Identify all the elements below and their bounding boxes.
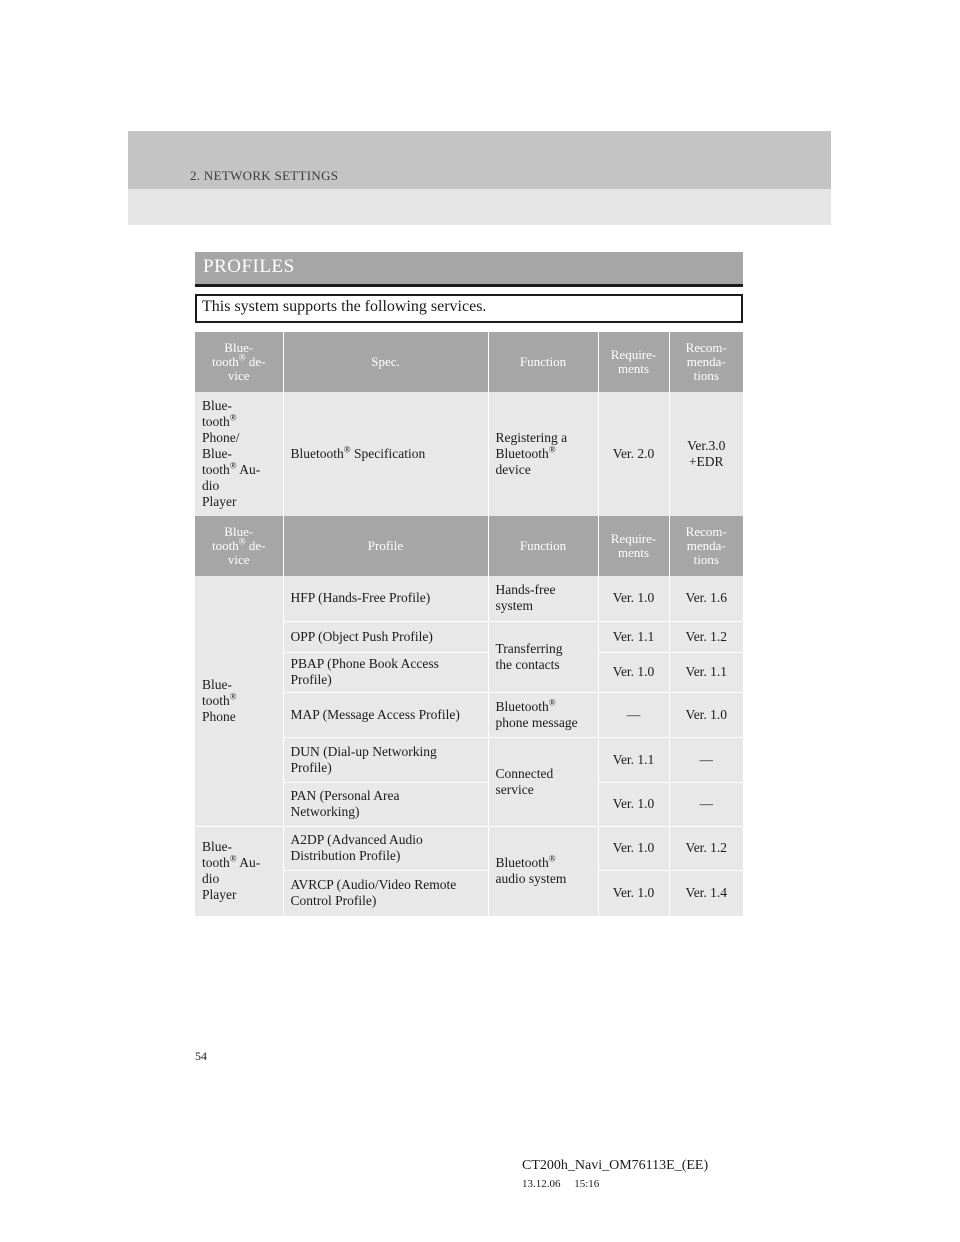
header-function: Function [488, 332, 598, 392]
profile-cell: HFP (Hands-Free Profile) [283, 576, 488, 621]
profile-cell: PBAP (Phone Book Access Profile) [283, 652, 488, 692]
requirements-cell: Ver. 1.0 [598, 576, 669, 621]
function-cell: Bluetooth® audio system [488, 826, 598, 916]
function-cell: Bluetooth® phone message [488, 692, 598, 737]
requirements-cell: — [598, 692, 669, 737]
profile-cell: AVRCP (Audio/Video Remote Control Profile) [283, 870, 488, 916]
header-title: 2. NETWORK SETTINGS [190, 168, 339, 183]
profile-table-header-row [195, 516, 743, 576]
profile-cell: DUN (Dial-up Networking Profile) [283, 737, 488, 782]
profile-cell: OPP (Object Push Profile) [283, 621, 488, 652]
recommendations-cell: Ver. 1.2 [669, 621, 743, 652]
recommendations-cell: Ver. 1.6 [669, 576, 743, 621]
device-cell: Blue- tooth® Phone/ Blue- tooth® Au- dio Player [195, 392, 283, 516]
function-cell: Registering a Bluetooth® device [488, 392, 598, 516]
spec-cell: Bluetooth® Specification [283, 392, 488, 516]
requirements-cell: Ver. 1.0 [598, 870, 669, 916]
requirements-cell: Ver. 1.1 [598, 737, 669, 782]
recommendations-cell: Ver. 1.4 [669, 870, 743, 916]
section-title-bar [195, 252, 743, 287]
header-requirements: Require- ments [598, 332, 669, 392]
profile-cell: MAP (Message Access Profile) [283, 692, 488, 737]
function-cell: Hands-free system [488, 576, 598, 621]
page-header [128, 131, 831, 189]
function-cell: Connected service [488, 737, 598, 826]
header-device: Blue- tooth® de- vice [195, 332, 283, 392]
intro-box [195, 294, 743, 323]
profile-table [195, 516, 743, 917]
device-cell-phone: Blue- tooth® Phone [195, 576, 283, 826]
section-title: PROFILES [203, 256, 295, 277]
page-number: 54 [195, 1049, 207, 1063]
device-cell-audio: Blue- tooth® Au- dio Player [195, 826, 283, 916]
table-row [195, 392, 743, 516]
recommendations-cell: Ver. 1.2 [669, 826, 743, 870]
header-recommendations: Recom- menda- tions [669, 516, 743, 576]
spec-table-header-row [195, 332, 743, 392]
header-subband [128, 189, 831, 225]
recommendations-cell: Ver. 1.1 [669, 652, 743, 692]
header-device: Blue- tooth® de- vice [195, 516, 283, 576]
requirements-cell: Ver. 2.0 [598, 392, 669, 516]
header-profile: Profile [283, 516, 488, 576]
requirements-cell: Ver. 1.0 [598, 826, 669, 870]
table-row [195, 576, 743, 621]
table-row [195, 826, 743, 870]
header-recommendations: Recom- menda- tions [669, 332, 743, 392]
profile-cell: A2DP (Advanced Audio Distribution Profile) [283, 826, 488, 870]
function-cell: Transferring the contacts [488, 621, 598, 692]
header-spec: Spec. [283, 332, 488, 392]
header-function: Function [488, 516, 598, 576]
profile-cell: PAN (Personal Area Networking) [283, 782, 488, 826]
recommendations-cell: — [669, 737, 743, 782]
spec-table [195, 332, 743, 517]
print-date: 13.12.06 15:16 [522, 1178, 600, 1190]
requirements-cell: Ver. 1.1 [598, 621, 669, 652]
document-code: CT200h_Navi_OM76113E_(EE) [522, 1158, 709, 1173]
intro-text: This system supports the following services. [202, 298, 487, 315]
requirements-cell: Ver. 1.0 [598, 782, 669, 826]
recommendations-cell: — [669, 782, 743, 826]
recommendations-cell: Ver.3.0 +EDR [669, 392, 743, 516]
recommendations-cell: Ver. 1.0 [669, 692, 743, 737]
requirements-cell: Ver. 1.0 [598, 652, 669, 692]
header-requirements: Require- ments [598, 516, 669, 576]
